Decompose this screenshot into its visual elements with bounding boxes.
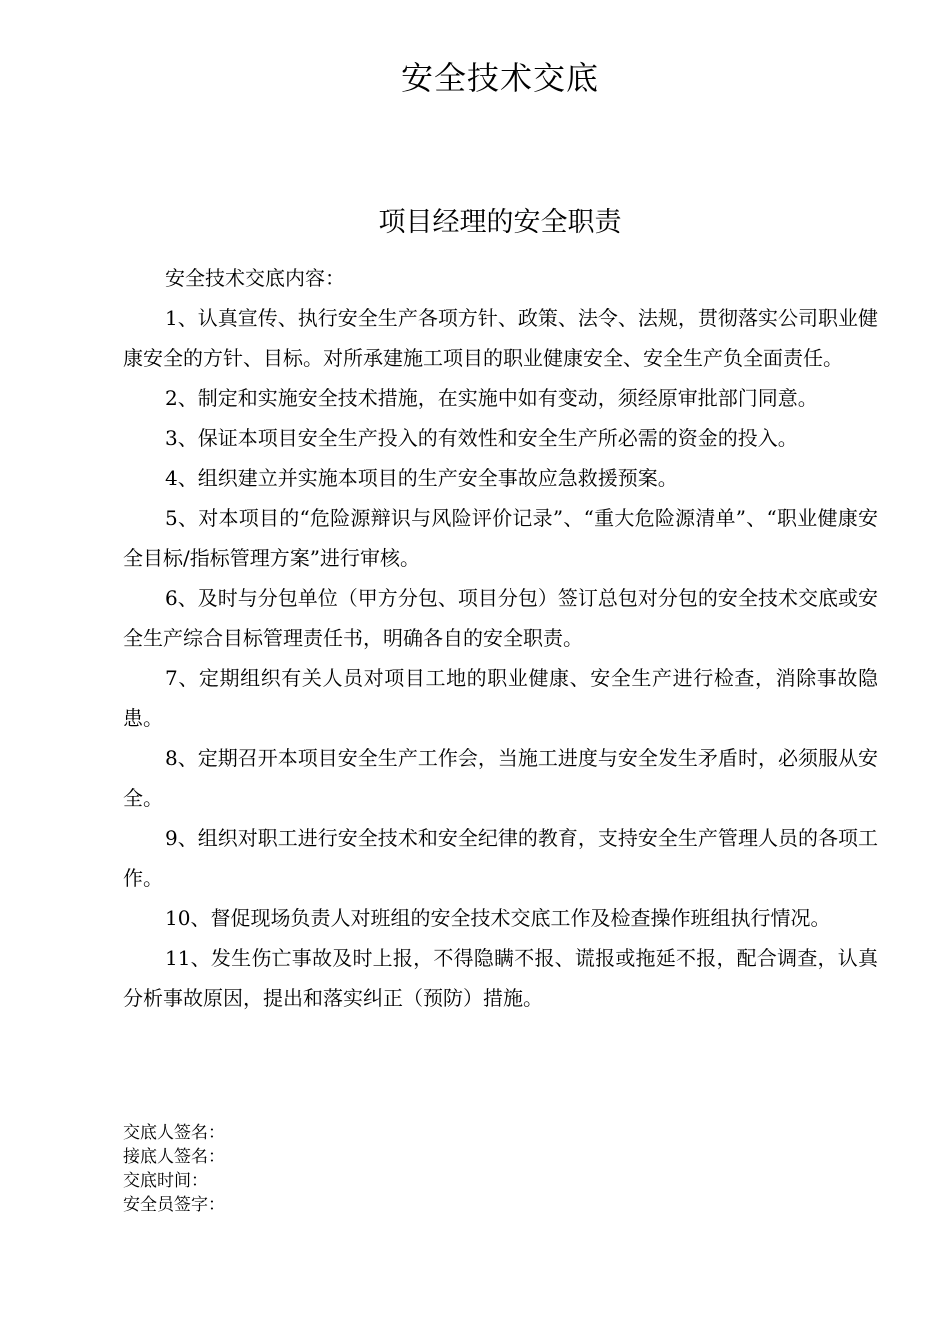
- responsibility-item-5: 5、对本项目的“危险源辩识与风险评价记录”、“重大危险源清单”、“职业健康安全目标/指标管理方案”进行审核。: [123, 506, 878, 570]
- responsibility-item-7: 7、定期组织有关人员对项目工地的职业健康、安全生产进行检查，消除事故隐患。: [123, 666, 878, 730]
- responsibility-item-11: 11、发生伤亡事故及时上报，不得隐瞒不报、谎报或拖延不报，配合调查，认真分析事故原因，提出和落实纠正（预防）措施。: [123, 946, 878, 1010]
- signature-block: [123, 1121, 523, 1217]
- safety-officer-label: 安全员签字：: [123, 1195, 225, 1215]
- intro-line: 安全技术交底内容：: [165, 266, 345, 290]
- responsibility-item-4: 4、组织建立并实施本项目的生产安全事故应急救援预案。: [165, 466, 678, 490]
- responsibility-item-10: 10、督促现场负责人对班组的安全技术交底工作及检查操作班组执行情况。: [165, 906, 831, 930]
- responsibility-item-2: 2、制定和实施安全技术措施，在实施中如有变动，须经原审批部门同意。: [165, 386, 818, 410]
- document-title: 安全技术交底: [400, 59, 599, 97]
- document-subtitle: 项目经理的安全职责: [378, 207, 622, 238]
- responsibility-item-1: 1、认真宣传、执行安全生产各项方针、政策、法令、法规，贯彻落实公司职业健康安全的方针、目标。对所承建施工项目的职业健康安全、安全生产负全面责任。: [123, 306, 878, 370]
- handover-signer-label: 交底人签名：: [123, 1123, 225, 1143]
- responsibility-item-9: 9、组织对职工进行安全技术和安全纪律的教育，支持安全生产管理人员的各项工作。: [123, 826, 878, 890]
- document-body: [123, 258, 878, 1018]
- receiver-signer-label: 接底人签名：: [123, 1147, 225, 1167]
- responsibility-item-6: 6、及时与分包单位（甲方分包、项目分包）签订总包对分包的安全技术交底或安全生产综合目标管理责任书，明确各自的安全职责。: [123, 586, 878, 650]
- responsibility-item-8: 8、定期召开本项目安全生产工作会，当施工进度与安全发生矛盾时，必须服从安全。: [123, 746, 878, 810]
- responsibility-item-3: 3、保证本项目安全生产投入的有效性和安全生产所必需的资金的投入。: [165, 426, 798, 450]
- handover-time-label: 交底时间：: [123, 1171, 208, 1191]
